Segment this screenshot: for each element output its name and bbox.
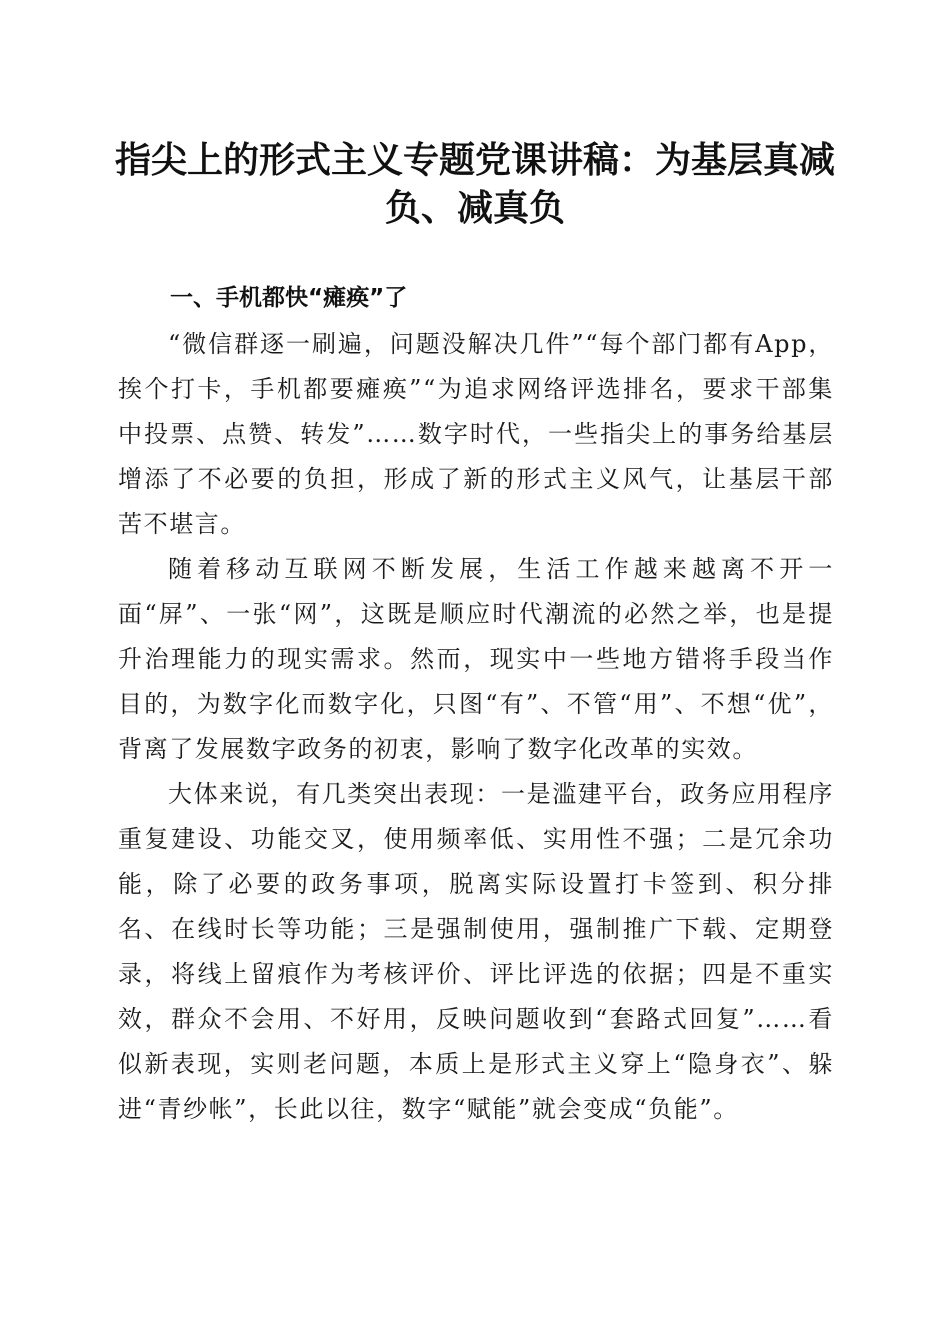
body-text [118, 322, 834, 1132]
section-heading: 一、手机都快“瘫痪”了 [170, 285, 408, 311]
document-title: 指尖上的形式主义专题党课讲稿：为基层真减负、减真负 [114, 139, 835, 229]
paragraph-1: “微信群逐一刷遍，问题没解决几件”“每个部门都有App，挨个打卡，手机都要瘫痪”“为追求网络评选排名，要求干部集中投票、点赞、转发”……数字时代，一些指尖上的事务给基层增添了不必要的负担，形成了新的形式主义风气，让基层干部苦不堪言。 [118, 330, 834, 538]
paragraph-2: 随着移动互联网不断发展，生活工作越来越离不开一面“屏”、一张“网”，这既是顺应时代潮流的必然之举，也是提升治理能力的现实需求。然而，现实中一些地方错将手段当作目的，为数字化而数字化，只图“有”、不管“用”、不想“优”，背离了发展数字政务的初衷，影响了数字化改革的实效。 [118, 555, 834, 763]
paragraph-3: 大体来说，有几类突出表现：一是滥建平台，政务应用程序重复建设、功能交叉，使用频率低、实用性不强；二是冗余功能，除了必要的政务事项，脱离实际设置打卡签到、积分排名、在线时长等功能；三是强制使用，强制推广下载、定期登录，将线上留痕作为考核评价、评比评选的依据；四是不重实效，群众不会用、不好用，反映问题收到“套路式回复”……看似新表现，实则老问题，本质上是形式主义穿上“隐身衣”、躲进“青纱帐”，长此以往，数字“赋能”就会变成“负能”。 [118, 780, 834, 1123]
